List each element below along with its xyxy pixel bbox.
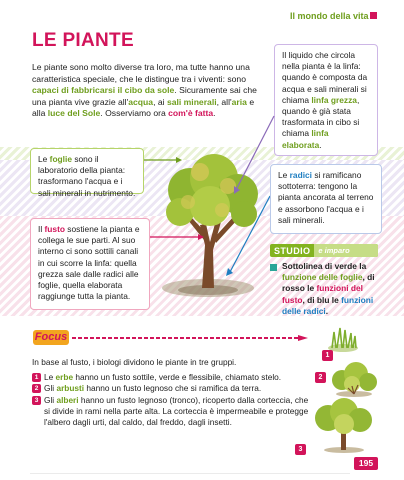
leaves-info-box: Le foglie sono il laboratorio della pianta: trasformano l'acqua e i sali minerali in nutrimento. bbox=[30, 148, 144, 194]
roots-info-box: Le radici si ramificano sottoterra: tengono la pianta ancorata al terreno e assorbono l'acqua e i sali minerali. bbox=[270, 164, 382, 234]
shrub-illustration bbox=[328, 362, 380, 398]
thumb-number-3: 3 bbox=[295, 444, 306, 455]
sap-info-box: Il liquido che circola nella pianta è la linfa: quando è composta da acqua e sali minerali si chiama linfa grezza, quando è già stata trasformata in cibo si chiama linfa elaborata. bbox=[274, 44, 378, 156]
focus-badge: Focus bbox=[34, 331, 68, 343]
page-title: LE PIANTE bbox=[32, 30, 134, 51]
focus-item-herbs: 1 Le erbe hanno un fusto sottile, verde e flessibile, chiamato stelo. bbox=[32, 372, 312, 383]
tree-small-illustration bbox=[306, 398, 380, 454]
page-number: 195 bbox=[354, 457, 378, 470]
section-label: Il mondo della vita bbox=[290, 11, 369, 21]
focus-item-trees: 3 Gli alberi hanno un fusto legnoso (tronco), ricoperto dalla corteccia, che si divide in rami nella parte alta. La corteccia è impermeabile e protegge l'albero dagli urti, dal caldo, dal freddo, dagli insetti. bbox=[32, 395, 312, 429]
focus-item-shrubs: 2 Gli arbusti hanno un fusto legnoso che si ramifica da terra. bbox=[32, 383, 312, 394]
study-label: STUDIO e imparo bbox=[270, 244, 378, 257]
focus-divider-arrow bbox=[72, 335, 308, 341]
focus-text bbox=[32, 357, 312, 428]
study-bullet bbox=[270, 264, 277, 271]
intro-paragraph: Le piante sono molto diverse tra loro, ma tutte hanno una caratteristica speciale, che le distingue tra i viventi: sono capaci di fabbricarsi il cibo da sole. Sicuramente sai che una pianta vive grazie all'acqua, ai sali minerali, all'aria e alla luce del Sole. Osserviamo ora com'è fatta. bbox=[32, 62, 257, 119]
thumb-number-1: 1 bbox=[322, 350, 333, 361]
bottom-divider bbox=[30, 473, 350, 474]
tree-illustration bbox=[150, 150, 270, 300]
section-marker bbox=[370, 12, 377, 19]
study-instructions: Sottolinea di verde la funzione delle foglie, di rosso le funzioni del fusto, di blu le funzioni delle radici. bbox=[282, 261, 375, 316]
stem-info-box: Il fusto sostiene la pianta e collega le sue parti. Al suo interno ci sono sottili canali in cui scorre la linfa: quella grezza sale dalle radici alle foglie, quella elaborata raggiunge tutta la pianta. bbox=[30, 218, 150, 310]
grass-illustration bbox=[326, 326, 360, 352]
thumb-number-2: 2 bbox=[315, 372, 326, 383]
focus-intro: In base al fusto, i biologi dividono le piante in tre gruppi. bbox=[32, 357, 237, 367]
